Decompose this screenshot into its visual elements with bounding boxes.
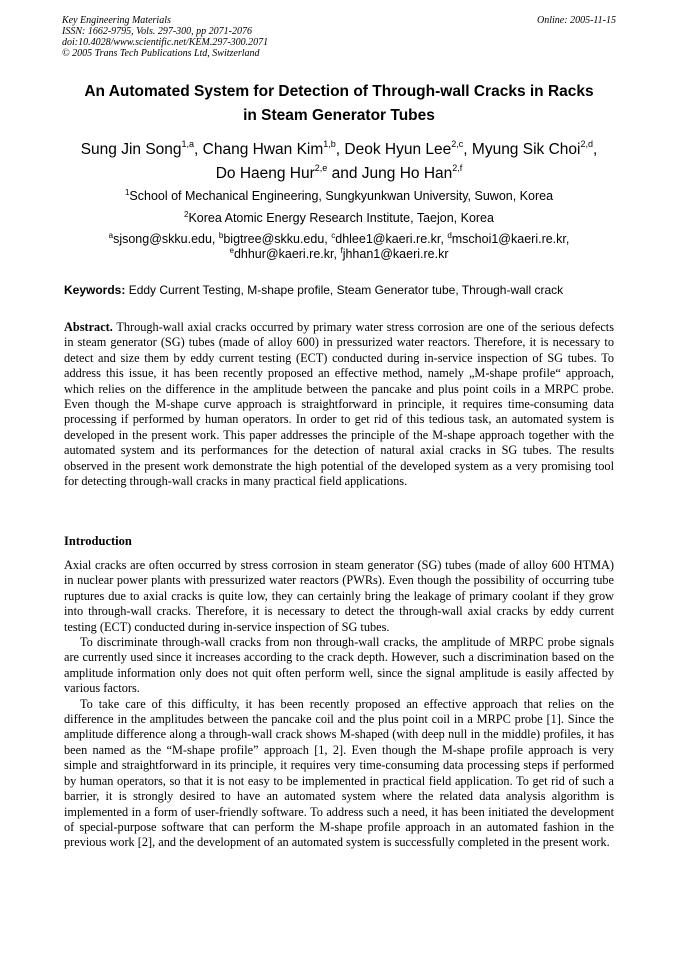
author-affiliation-mark: 2,c [451,139,464,149]
abstract [64,320,614,489]
author-affiliation-mark: 1,b [323,139,336,149]
email-a: sjsong@skku.edu, [113,232,216,246]
journal-doi: doi:10.4028/www.scientific.net/KEM.297-300.2071 [62,37,269,48]
affiliation-mark: 1 [124,188,130,197]
journal-issn: ISSN: 1662-9795, Vols. 297-300, pp 2071-2076 [62,26,252,37]
affiliation-text: Korea Atomic Energy Research Institute, Taejon, Korea [188,211,494,225]
title-line-2: in Steam Generator Tubes [243,107,435,124]
introduction-heading: Introduction [64,534,132,548]
author-name: Myung Sik Choi [471,141,581,158]
author-affiliation-mark: 2,e [314,163,328,173]
journal-copyright: © 2005 Trans Tech Publications Ltd, Switzerland [62,48,260,59]
email-d: mschoi1@kaeri.re.kr, [451,232,570,246]
introduction-body [64,558,614,851]
affiliation-1 [62,189,616,203]
email-mark: b [218,231,224,240]
email-mark: d [447,231,452,240]
author-name: Sung Jin Song [80,141,182,158]
affiliation-mark: 2 [184,210,189,219]
abstract-text: Through-wall axial cracks occurred by primary water stress corrosion are one of the serious defects in steam generator (SG) tubes (made of alloy 600) in pressurized water reactors. Therefore, it is necessary to detect and size them by eddy current testing (ECT) conducted during in-service inspection of SG tubes. To address this issue, it has been recently proposed an effective method, namely „M-shape profile“ approach, which relies on the difference in the amplitude between the pancake and plus point coils in a MRPC probe. Even though the M-shape curve approach is straightforward in principle, it requires time-consuming data processing if performed by human operators. In order to get rid of this tedious task, an automated system is developed in the present work. This paper addresses the principle of the M-shape approach together with the automated system and its performances for the detection of natural axial cracks in SG tubes. The results observed in the present work demonstrate the high potential of the developed system as a very promising tool for detecting through-wall cracks in many practical field applications. [64,320,615,489]
keywords-text: Eddy Current Testing, M-shape profile, Steam Generator tube, Through-wall crack [128,283,564,297]
paper-title [62,80,616,128]
keywords-label: Keywords: [64,283,126,297]
author-name: Jung Ho Han [361,165,453,182]
journal-header [62,15,268,59]
author-separator: , [335,141,345,158]
author-name: Deok Hyun Lee [344,141,452,158]
email-mark: c [331,231,336,240]
paragraph: To discriminate through-wall cracks from non through-wall cracks, the amplitude of MRPC probe signals are currently used since it increases according to the crack depth. However, such a discrimination based on the amplitude information only does not quit often perform well, since the signal amplitude is easily affected by various factors. [64,635,614,696]
keywords [64,283,624,297]
email-mark: a [108,231,114,240]
author-name: Do Haeng Hur [215,165,315,182]
abstract-label: Abstract. [64,320,113,334]
author-affiliation-mark: 2,d [580,139,593,149]
email-e: dhhur@kaeri.re.kr, [233,247,337,261]
journal-name: Key Engineering Materials [62,15,171,26]
paragraph: To take care of this difficulty, it has been recently proposed an effective approach that relies on the difference in the amplitudes between the pancake coil and the plus point coil in a MRPC probe [1]. Since the amplitude difference along a through-wall crack shows M-shaped (with deep null in the middle) profiles, it has been named as the “M-shape profile” approach [1, 2]. Even though the M-shape profile approach is very simple and straightforward in its principle, it requires very time-consuming data processing steps if performed by human operators, so that it is not easy to be implemented in practical field application. To get rid of such a barrier, it is strongly desired to have an automated system where the related data analysis algorithm is implemented in a form of user-friendly software. To address such a need, it has been initiated the development of special-purpose software that can perform the M-shape profile approach in an automated fashion in the previous work [2], and the development of an automated system is successfully completed in the present work. [64,696,614,850]
email-f: jhhan1@kaeri.re.kr [342,247,449,261]
email-b: bigtree@skku.edu, [223,232,328,246]
online-date: Online: 2005-11-15 [537,15,616,26]
author-list [40,138,638,186]
author-affiliation-mark: 1,a [181,139,195,149]
email-list [62,232,616,262]
affiliation-text: School of Mechanical Engineering, Sungkyunkwan University, Suwon, Korea [129,189,554,203]
email-c: dhlee1@kaeri.re.kr, [335,232,444,246]
email-mark: f [340,246,343,255]
author-separator: , [592,141,598,158]
author-separator: , [463,141,472,158]
email-mark: e [229,246,234,255]
paragraph: Axial cracks are often occurred by stress corrosion in steam generator (SG) tubes (made of alloy 600 HTMA) in nuclear power plants with pressurized water reactors (PWRs). Even though the possibility of occurring tube ruptures due to axial cracks is quite low, they can certainly bring the leakage of primary coolant if they grow into through-wall cracks. Therefore, it is necessary to detect the through-wall axial cracks by eddy current testing (ECT) conducted during in-service inspection of SG tubes. [64,558,614,634]
title-line-1: An Automated System for Detection of Through-wall Cracks in Racks [84,83,594,100]
author-affiliation-mark: 2,f [452,163,463,173]
author-separator: , [194,141,203,158]
affiliation-2 [62,211,616,225]
author-separator: and [327,165,362,182]
author-name: Chang Hwan Kim [202,141,324,158]
